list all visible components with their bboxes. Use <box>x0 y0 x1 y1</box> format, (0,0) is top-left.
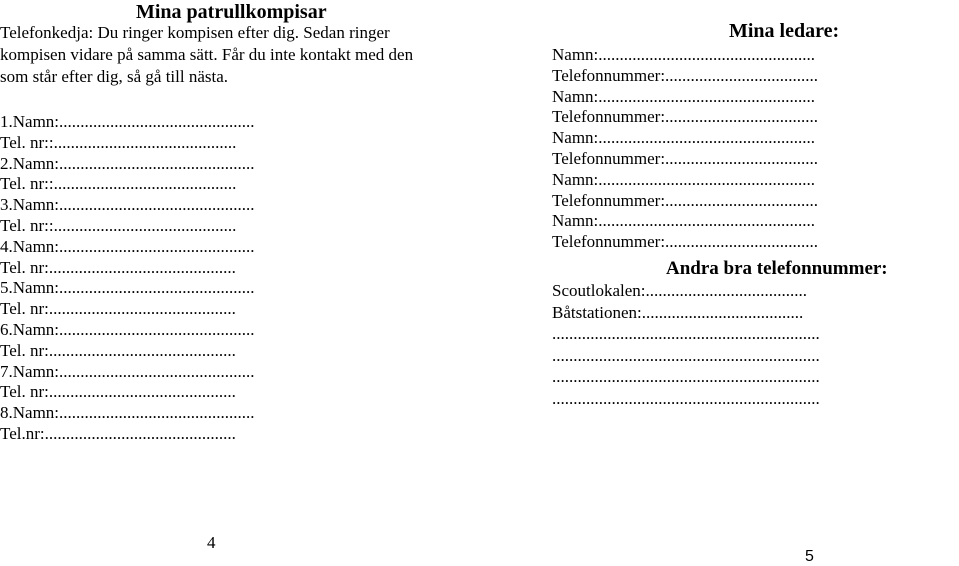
contact-phone-field-3: Tel. nr::........................................... <box>0 215 237 235</box>
contact-phone-field-2: Tel. nr::........................................... <box>0 174 237 194</box>
section-title-other-numbers: Andra bra telefonnummer: <box>666 258 888 279</box>
contact-name-field-3: 3.Namn:.............................................. <box>0 195 255 215</box>
contact-name-field-4: 4.Namn:.............................................. <box>0 236 255 256</box>
contact-name-field-6: 6.Namn:.............................................. <box>0 319 255 339</box>
leader-name-field-1: Namn:................................................... <box>552 45 816 64</box>
leader-phone-field-3: Telefonnummer:.................................... <box>552 148 819 168</box>
page-title-patrol-buddies: Mina patrullkompisar <box>136 1 327 23</box>
boat-station-phone-field: Båtstationen:...................................... <box>552 302 804 322</box>
contact-phone-field-6: Tel. nr:............................................ <box>0 340 236 360</box>
contact-name-field-5: 5.Namn:.............................................. <box>0 278 255 298</box>
instruction-line: som står efter dig, så gå till nästa. <box>0 67 229 86</box>
contact-phone-field-7: Tel. nr:............................................ <box>0 382 236 402</box>
leader-name-field-2: Namn:................................................... <box>552 86 816 106</box>
leader-phone-field-2: Telefonnummer:.................................... <box>552 107 819 127</box>
phone-chain-instructions <box>0 22 470 88</box>
contact-phone-field-4: Tel. nr:............................................ <box>0 257 236 277</box>
right-page <box>479 0 959 566</box>
blank-phone-field: ............................................................... <box>552 367 820 386</box>
scout-hall-phone-field: Scoutlokalen:...................................... <box>552 281 807 300</box>
leader-phone-field-5: Telefonnummer:.................................... <box>552 232 819 252</box>
blank-phone-field: ............................................................... <box>552 345 820 365</box>
instruction-line: Telefonkedja: Du ringer kompisen efter dig. Sedan ringer <box>0 23 390 42</box>
left-page <box>0 0 479 566</box>
leader-name-field-5: Namn:................................................... <box>552 211 816 231</box>
contact-phone-field-1: Tel. nr::........................................... <box>0 132 237 152</box>
contact-name-field-8: 8.Namn:.............................................. <box>0 403 255 423</box>
contact-phone-field-5: Tel. nr:............................................ <box>0 299 236 319</box>
leader-phone-field-1: Telefonnummer:.................................... <box>552 65 819 85</box>
blank-phone-field: ............................................................... <box>552 324 820 343</box>
leader-name-field-3: Namn:................................................... <box>552 128 816 148</box>
other-numbers-list <box>552 280 820 409</box>
leader-contact-list <box>552 45 818 253</box>
contact-phone-field-8: Tel.nr:............................................. <box>0 423 236 443</box>
contact-name-field-2: 2.Namn:.............................................. <box>0 153 255 173</box>
contact-name-field-1: 1.Namn:.............................................. <box>0 112 255 131</box>
leader-phone-field-4: Telefonnummer:.................................... <box>552 190 819 210</box>
instruction-line: kompisen vidare på samma sätt. Får du inte kontakt med den <box>0 45 414 64</box>
contact-name-field-7: 7.Namn:.............................................. <box>0 361 255 381</box>
leader-name-field-4: Namn:................................................... <box>552 169 816 189</box>
page-title-leaders: Mina ledare: <box>729 20 840 42</box>
blank-phone-field: ............................................................... <box>552 388 820 408</box>
page-number-right: 5 <box>805 548 814 565</box>
patrol-contact-list <box>0 112 255 445</box>
page-number-left: 4 <box>207 533 216 552</box>
